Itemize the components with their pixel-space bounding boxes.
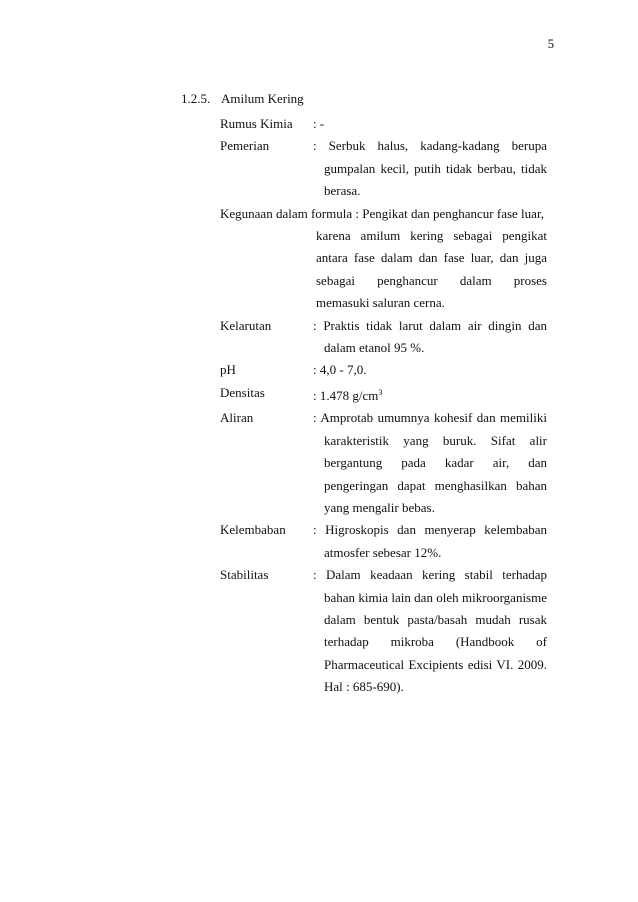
property-kelembaban (220, 519, 547, 564)
section-number: 1.2.5. (181, 91, 211, 106)
property-label: Aliran (220, 410, 254, 426)
kelarutan-value: : Praktis tidak larut dalam air dingin dan dalam etanol 95 %. (313, 317, 547, 356)
ph-value: : 4,0 - 7,0. (313, 362, 367, 378)
section-heading (181, 91, 304, 107)
densitas-number: : 1.478 g/cm (313, 387, 379, 403)
kegunaan-continuation: karena amilum kering sebagai pengikat antara fase dalam dan fase luar, dan juga sebagai penghancur dalam proses memasuki saluran cerna. (316, 228, 547, 311)
property-kegunaan (220, 203, 547, 315)
property-label: Kelarutan (220, 317, 272, 333)
property-kelarutan (220, 315, 547, 360)
property-label: Stabilitas (220, 567, 269, 583)
property-value (313, 113, 547, 135)
densitas-superscript: 3 (378, 387, 383, 397)
property-list (220, 113, 547, 699)
property-label: Rumus Kimia (220, 116, 293, 131)
densitas-value (313, 382, 547, 407)
property-label: Kelembaban (220, 522, 286, 538)
property-densitas (220, 382, 547, 407)
stabilitas-value: : Dalam keadaan kering stabil terhadap bahan kimia lain dan oleh mikroorganisme dalam bentuk pasta/basah mudah rusak terhadap mikroba (Handbook of Pharmaceutical Excipients edisi VI. 2009. Hal : 685-690). (313, 567, 547, 695)
property-label: Densitas (220, 384, 265, 400)
pemerian-value: : Serbuk halus, kadang-kadang berupa gumpalan kecil, putih tidak berbau, tidak berasa. (313, 138, 547, 199)
property-label: pH (220, 362, 236, 378)
property-aliran (220, 407, 547, 519)
property-rumus-kimia (220, 113, 547, 135)
rumus-kimia-value: : - (313, 116, 325, 131)
kegunaan-label-line: Kegunaan dalam formula : Pengikat dan penghancur fase luar, (220, 205, 544, 221)
aliran-value: : Amprotab umumnya kohesif dan memiliki karakteristik yang buruk. Sifat alir bergantung pada kadar air, dan pengeringan dapat menghasilkan bahan yang mengalir bebas. (313, 410, 547, 515)
property-ph (220, 359, 547, 381)
section-title: Amilum Kering (221, 91, 304, 106)
property-stabilitas (220, 564, 547, 698)
property-pemerian (220, 135, 547, 202)
property-label: Pemerian (220, 138, 270, 154)
page-number: 5 (547, 37, 554, 51)
kelembaban-value: : Higroskopis dan menyerap kelembaban atmosfer sebesar 12%. (313, 522, 547, 560)
